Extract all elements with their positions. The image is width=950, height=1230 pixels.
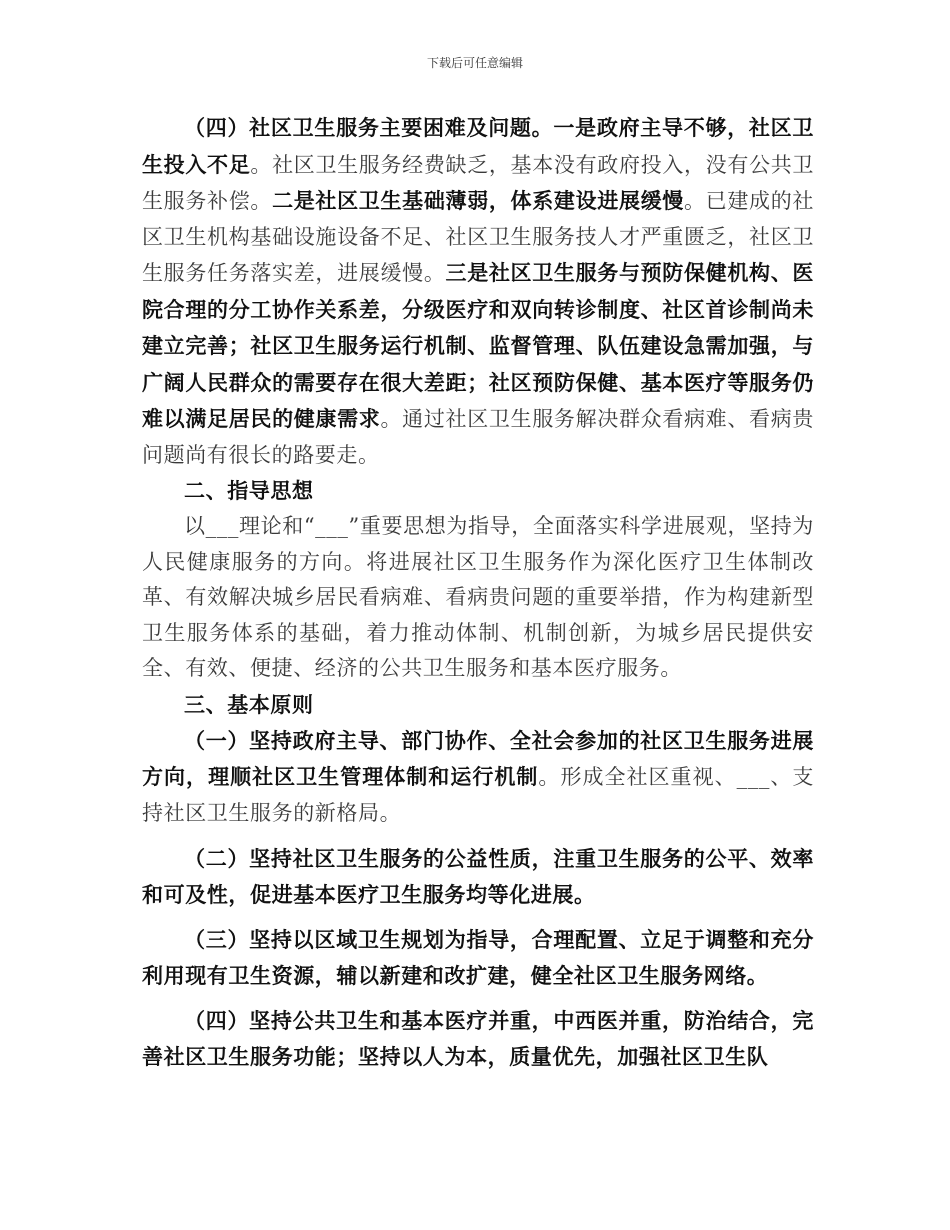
bold-text: （一）坚持政府主导、部门协作、全社会参加的社区卫生服务进展方向，理顺社区卫生管理体制和运行机制: [142, 727, 814, 789]
normal-text: 。通过社区卫生服务解决群众看病难、看病贵问题尚有很长的路要走。: [142, 407, 814, 467]
bold-text: 三是社区卫生服务与预防保健机构、医院合理的分工协作关系差，分级医疗和双向转诊制度、社区首诊制尚未建立完善；社区卫生服务运行机制、监督管理、队伍建设急需加强，与广阔人民群众的需要存在很大差距；社区预防保健、基本医疗等服务仍难以满足居民的健康需求: [142, 260, 814, 431]
paragraph-difficulties: [142, 110, 814, 473]
paragraph-principle-2: （二）坚持社区卫生服务的公益性质，注重卫生服务的公平、效率和可及性，促进基本医疗卫生服务均等化进展。: [142, 846, 814, 907]
paragraph-principle-3: （三）坚持以区域卫生规划为指导，合理配置、立足于调整和充分利用现有卫生资源，辅以新建和改扩建，健全社区卫生服务网络。: [142, 927, 814, 988]
paragraph-principle-4: （四）坚持公共卫生和基本医疗并重，中西医并重，防治结合，完善社区卫生服务功能；坚持以人为本，质量优先，加强社区卫生队: [142, 1008, 814, 1069]
bold-text: 二是社区卫生基础薄弱，体系建设进展缓慢: [272, 188, 684, 213]
page-header: 下载后可任意编辑: [426, 56, 523, 70]
paragraph-guiding-ideology: 以___理论和“___”重要思想为指导，全面落实科学进展观，坚持为人民健康服务的方向。将进展社区卫生服务作为深化医疗卫生体制改革、有效解决城乡居民看病难、看病贵问题的重要举措，作为构建新型卫生服务体系的基础，着力推动体制、机制创新，为城乡居民提供安全、有效、便捷、经济的公共卫生服务和基本医疗服务。: [142, 514, 814, 680]
bold-text: （四）社区卫生服务主要困难及问题。一是政府主导不够，社区卫生投入不足: [142, 115, 814, 177]
document-body: [142, 110, 814, 1074]
normal-text: 。形成全社区重视、___、支持社区卫生服务的新格局。: [142, 765, 814, 825]
normal-text: 。社区卫生服务经费缺乏，基本没有政府投入，没有公共卫生服务补偿。: [142, 152, 814, 213]
section-heading-guiding-ideology: 二、指导思想: [184, 478, 314, 503]
section-heading-basic-principles: 三、基本原则: [184, 691, 314, 717]
normal-text: 。已建成的社区卫生机构基础设施设备不足、社区卫生服务技人才严重匮乏，社区卫生服务任务落实差，进展缓慢。: [142, 189, 814, 285]
paragraph-principle-1: [142, 723, 814, 832]
